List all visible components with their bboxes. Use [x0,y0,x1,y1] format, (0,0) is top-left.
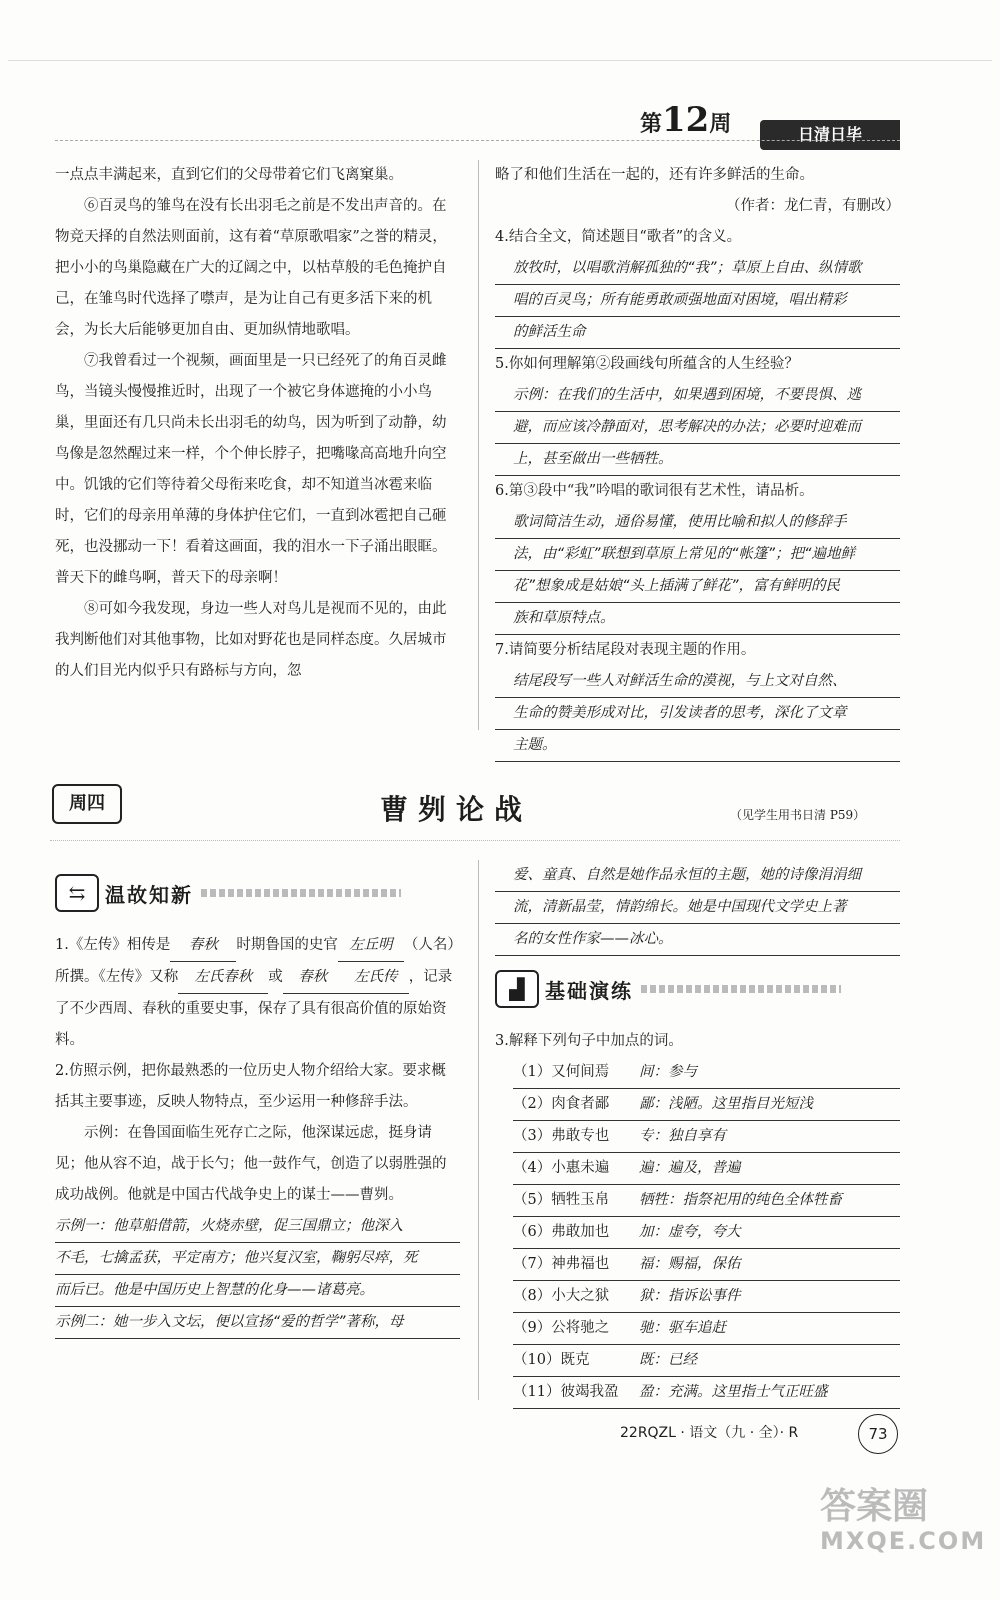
answer-line: 示例二：她一步入文坛，便以宣扬“爱的哲学”著称，母 [55,1307,460,1339]
watermark: 答案圈 MXQE.COM [820,1486,987,1555]
answer-line: 示例一：他草船借箭，火烧赤壁，促三国鼎立；他深入 [55,1211,460,1243]
section-reference: （见学生用书日清 P59） [730,808,866,822]
gloss-row [513,1153,900,1185]
gloss-row [513,1249,900,1281]
day-label: 周四 [52,784,122,824]
answer-line: 爱、童真、自然是她作品永恒的主题，她的诗像涓涓细 [495,860,900,892]
passage-paragraph: 一点点丰满起来，直到它们的父母带着它们飞离窠巢。 [55,167,403,183]
gloss-row [513,1089,900,1121]
answer-line: 流，清新晶莹，情韵绵长。她是中国现代文学史上著 [495,892,900,924]
passage-paragraph: ⑧可如今我发现，身边一些人对鸟儿是视而不见的，由此我判断他们对其他事物，比如对野花也是同样态度。久居城市的人们目光内似乎只有路标与方向，忽 [55,601,447,679]
gloss-term: （3）弗敢专也 [513,1128,610,1144]
gloss-term: （8）小大之狱 [513,1288,610,1304]
answer-line: 生命的赞美形成对比，引发读者的思考，深化了文章 [495,698,900,730]
footer-code: 22RQZL · 语文（九 · 全）· R [620,1425,799,1441]
gloss-term: （4）小惠未遍 [513,1160,610,1176]
gloss-answer: 盈：充满。这里指士气正旺盛 [639,1384,828,1400]
gloss-term: （2）肉食者鄙 [513,1096,610,1112]
gloss-answer: 福：赐福，保佑 [639,1256,741,1272]
header-divider [55,140,900,141]
gloss-row [513,1057,900,1089]
answer-line: 名的女性作家——冰心。 [495,924,900,956]
example-text: 示例：在鲁国面临生死存亡之际，他深谋远虑，挺身请见；他从容不迫，战于长勺；他一鼓作气，创造了以弱胜强的成功战例。他就是中国古代战争史上的谋士——曹刿。 [55,1125,447,1203]
gloss-term: （10）既克 [513,1352,590,1368]
answer-line: 不毛，七擒孟获，平定南方；他兴复汉室，鞠躬尽瘁，死 [55,1243,460,1275]
answer-block [55,1211,460,1339]
gloss-term: （1）又何间焉 [513,1064,610,1080]
page-number: 73 [858,1414,898,1454]
passage-left [55,160,460,687]
question-1: 1.《左传》相传是 春秋 时期鲁国的史官 左丘明 （人名）所撰。《左传》又称 左氏春秋 或 春秋 左氏传 ，记录了不少西周、春秋的重要史事，保存了具有很高价值的原始资料。 [55,930,460,1056]
review-heading: ⇆ 温故知新 [55,876,401,910]
answer-block [495,666,900,762]
question-5: 5.你如何理解第②段画线句所蕴含的人生经验？ [495,356,799,372]
gloss-answer: 专：独自享有 [639,1128,726,1144]
author-credit: （作者：龙仁青，有删改） [726,198,900,214]
gloss-term: （9）公将驰之 [513,1320,610,1336]
answer-line: 避，而应该冷静面对，思考解决的办法；必要时迎难而 [495,412,900,444]
gloss-term: （11）彼竭我盈 [513,1384,619,1400]
gloss-term: （6）弗敢加也 [513,1224,610,1240]
answer-line: 族和草原特点。 [495,603,900,635]
gloss-term: （5）牺牲玉帛 [513,1192,610,1208]
section-title: 曹刿论战 [380,793,533,826]
passage-paragraph: ⑥百灵鸟的雏鸟在没有长出羽毛之前是不发出声音的。在物竞天择的自然法则面前，这有着“草原歌唱家”之誉的精灵，把小小的鸟巢隐藏在广大的辽阔之中，以枯草般的毛色掩护自己，在雏鸟时代选择了噤声，是为让自己有更多活下来的机会，为长大后能够更加自由、更加纵情地歌唱。 [55,198,447,338]
practice-heading: ▟ 基础演练 [495,972,841,1006]
passage-continuation: 略了和他们生活在一起的，还有许多鲜活的生命。 [495,167,814,183]
answer-line: 上，甚至做出一些牺牲。 [495,444,900,476]
gloss-row [513,1377,900,1409]
gloss-row [513,1345,900,1377]
column-divider [478,160,479,730]
answer-line: 而后已。他是中国历史上智慧的化身——诸葛亮。 [55,1275,460,1307]
question-6: 6.第③段中“我”吟唱的歌词很有艺术性，请品析。 [495,483,814,499]
gloss-answer: 狱：指诉讼事件 [639,1288,741,1304]
gloss-section [495,1026,900,1409]
continuation-right [495,860,900,956]
answer-block [495,253,900,349]
questions-right [495,160,900,762]
question-3: 3.解释下列句子中加点的词。 [495,1033,683,1049]
question-7: 7.请简要分析结尾段对表现主题的作用。 [495,642,756,658]
gloss-answer: 牺牲：指祭祀用的纯色全体牲畜 [639,1192,842,1208]
answer-block [495,380,900,476]
gloss-answer: 驰：驱车追赶 [639,1320,726,1336]
answer-line: 的鲜活生命 [495,317,900,349]
gloss-term: （7）神弗福也 [513,1256,610,1272]
week-label: 第12周 [640,100,732,140]
gloss-row [513,1121,900,1153]
header-tag: 日清日毕 [760,120,900,150]
gloss-row [513,1185,900,1217]
gloss-row [513,1313,900,1345]
answer-line: 歌词简洁生动，通俗易懂，使用比喻和拟人的修辞手 [495,507,900,539]
gloss-answer: 间：参与 [639,1064,697,1080]
gloss-answer: 遍：遍及，普遍 [639,1160,741,1176]
bar-chart-icon: ▟ [495,970,539,1008]
answer-line: 花”想象成是姑娘“头上插满了鲜花”，富有鲜明的民 [495,571,900,603]
answer-line: 放牧时，以唱歌消解孤独的“我”；草原上自由、纵情歌 [495,253,900,285]
passage-paragraph: ⑦我曾看过一个视频，画面里是一只已经死了的角百灵雌鸟，当镜头慢慢推近时，出现了一个被它身体遮掩的小小鸟巢，里面还有几只尚未长出羽毛的幼鸟，因为听到了动静，幼鸟像是忽然醒过来一样，个个伸长脖子，把嘴喙高高地升向空中。饥饿的它们等待着父母衔来吃食，却不知道当冰雹来临时，它们的母亲用单薄的身体护住它们，一直到冰雹把自己砸死，也没挪动一下！看着这画面，我的泪水一下子涌出眼眶。普天下的雌鸟啊，普天下的母亲啊！ [55,353,447,586]
question-2: 2.仿照示例，把你最熟悉的一位历史人物介绍给大家。要求概括其主要事迹，反映人物特点，至少运用一种修辞手法。 [55,1063,446,1110]
answer-line: 法，由“彩虹”联想到草原上常见的“帐篷”；把“遍地鲜 [495,539,900,571]
gloss-answer: 鄙：浅陋。这里指目光短浅 [639,1096,813,1112]
answer-line: 示例：在我们的生活中，如果遇到困境，不要畏惧、逃 [495,380,900,412]
gloss-answer: 加：虚夸，夸大 [639,1224,741,1240]
column-divider-lower [478,860,479,1400]
answer-line: 唱的百灵鸟；所有能勇敢顽强地面对困境，唱出精彩 [495,285,900,317]
answer-block [495,507,900,635]
review-section [55,930,460,1339]
gloss-answer: 既：已经 [639,1352,697,1368]
answer-line: 主题。 [495,730,900,762]
gloss-row [513,1281,900,1313]
question-4: 4.结合全文，简述题目“歌者”的含义。 [495,229,742,245]
answer-line: 结尾段写一些人对鲜活生命的漠视，与上文对自然、 [495,666,900,698]
gloss-row [513,1217,900,1249]
swap-arrows-icon: ⇆ [55,874,99,912]
